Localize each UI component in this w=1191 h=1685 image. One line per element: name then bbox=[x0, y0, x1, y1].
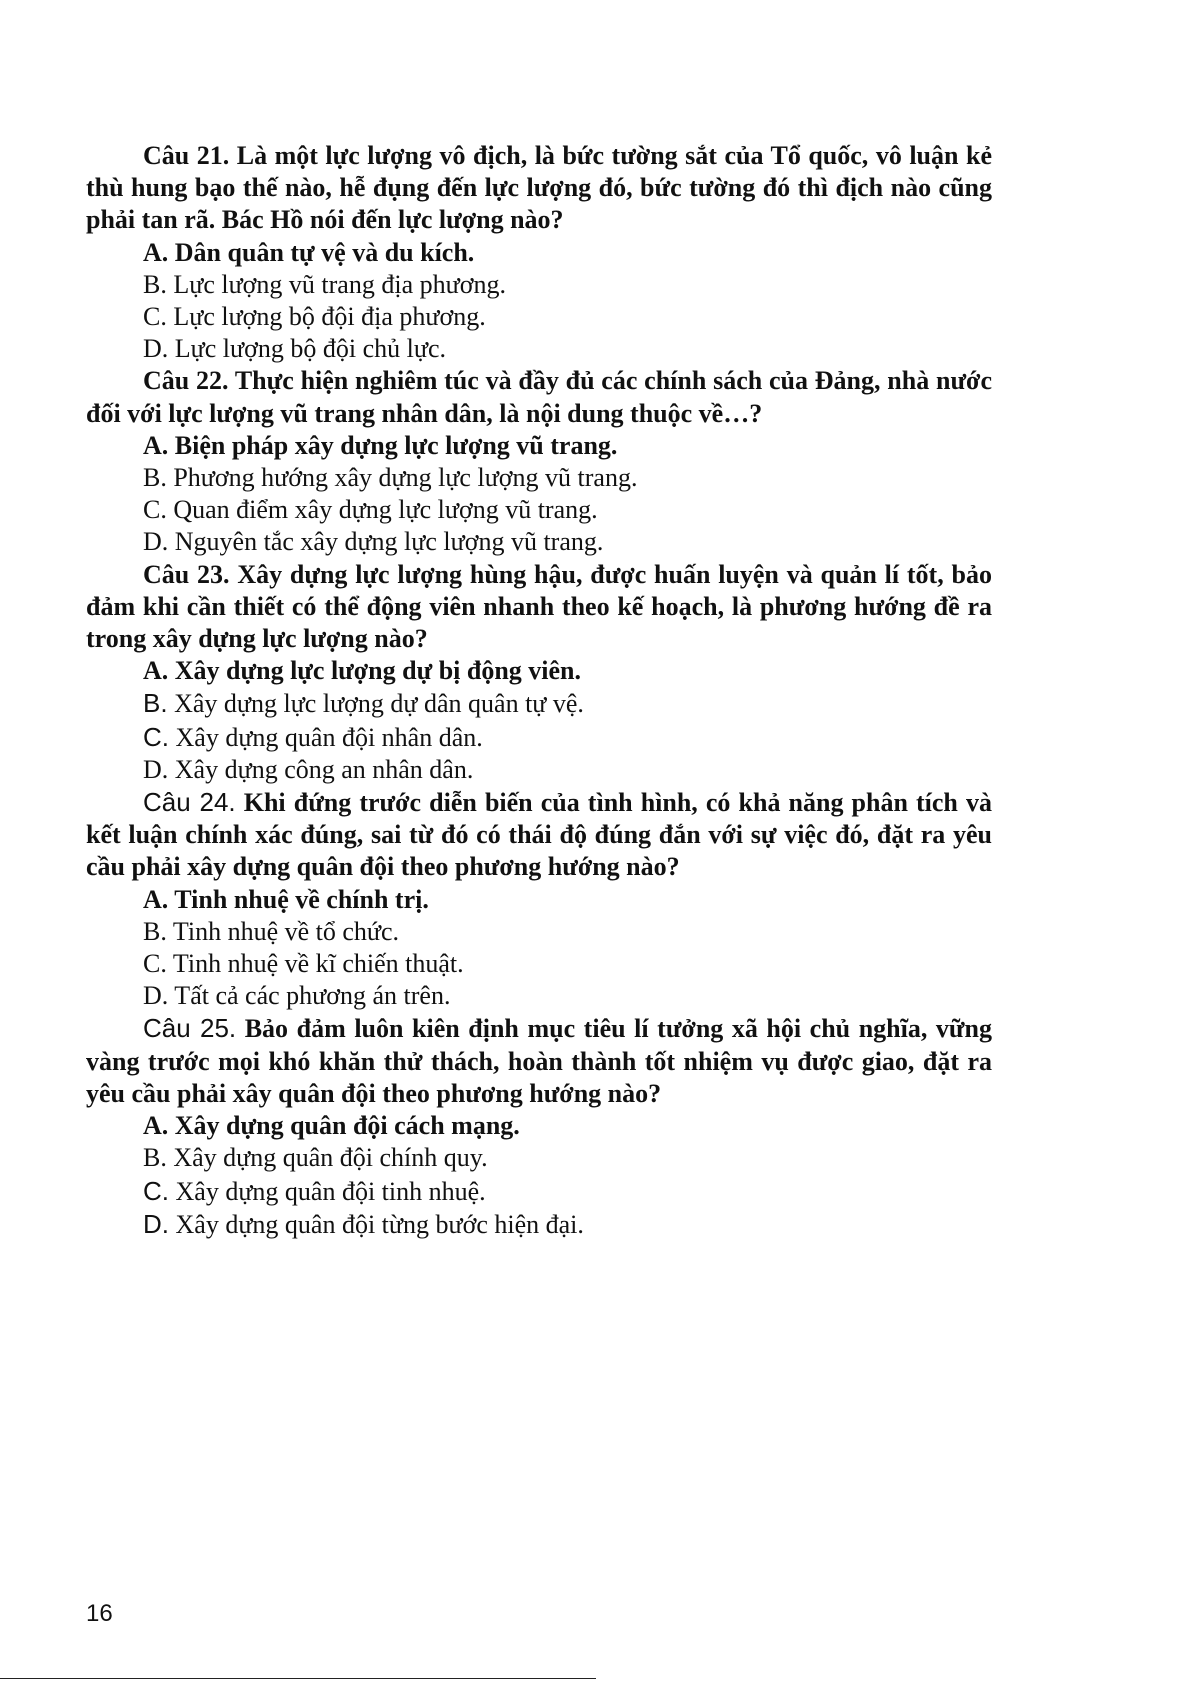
option-b bbox=[86, 916, 992, 948]
option-letter: B. bbox=[143, 269, 167, 299]
option-text: Xây dựng lực lượng dự dân quân tự vệ. bbox=[167, 689, 584, 719]
page-number: 16 bbox=[86, 1600, 113, 1627]
option-letter: B. bbox=[143, 1143, 167, 1173]
option-text: Quan điểm xây dựng lực lượng vũ trang. bbox=[166, 495, 598, 525]
question-21 bbox=[86, 140, 992, 237]
option-b bbox=[86, 687, 992, 720]
option-b bbox=[86, 269, 992, 301]
option-text: Dân quân tự vệ và du kích. bbox=[168, 237, 475, 267]
question-text: Xây dựng lực lượng hùng hậu, được huấn luyện và quản lí tốt, bảo đảm khi cần thiết có thể động viên nhanh theo kế hoạch, là phương hướng đề ra trong xây dựng lực lượng nào? bbox=[86, 559, 992, 654]
option-letter: C. bbox=[143, 721, 169, 752]
option-a bbox=[86, 655, 992, 687]
question-list bbox=[86, 140, 992, 1241]
option-letter: C. bbox=[143, 1175, 169, 1206]
option-letter: A. bbox=[143, 237, 169, 267]
option-text: Lực lượng vũ trang địa phương. bbox=[166, 269, 506, 299]
option-d bbox=[86, 333, 992, 365]
option-d bbox=[86, 980, 992, 1012]
question-number: Câu 25. bbox=[143, 1013, 237, 1044]
question-22 bbox=[86, 365, 992, 429]
option-letter: B. bbox=[143, 463, 167, 493]
option-a bbox=[86, 430, 992, 462]
option-text: Tất cả các phương án trên. bbox=[168, 981, 451, 1011]
option-text: Xây dựng quân đội cách mạng. bbox=[168, 1111, 520, 1141]
footer-divider bbox=[0, 1678, 596, 1679]
question-text: Thực hiện nghiêm túc và đầy đủ các chính sách của Đảng, nhà nước đối với lực lượng vũ trang nhân dân, là nội dung thuộc về…? bbox=[86, 366, 992, 428]
question-number: Câu 23. bbox=[143, 559, 230, 589]
option-c bbox=[86, 1175, 992, 1208]
option-text: Tinh nhuệ về tổ chức. bbox=[166, 916, 400, 946]
option-text: Biện pháp xây dựng lực lượng vũ trang. bbox=[168, 430, 618, 460]
option-text: Lực lượng bộ đội địa phương. bbox=[166, 302, 486, 332]
option-letter: C. bbox=[143, 949, 167, 979]
option-letter: A. bbox=[143, 430, 169, 460]
option-text: Xây dựng quân đội nhân dân. bbox=[169, 722, 483, 752]
question-text: Khi đứng trước diễn biến của tình hình, có khả năng phân tích và kết luận chính xác đúng, sai từ đó có thái độ đúng đắn với sự việc đó, đặt ra yêu cầu phải xây dựng quân đội theo phương hướng nào? bbox=[86, 788, 992, 882]
question-number: Câu 24. bbox=[143, 787, 236, 818]
question-text: Là một lực lượng vô địch, là bức tường sắt của Tổ quốc, vô luận kẻ thù hung bạo thế nào, hễ đụng đến lực lượng đó, bức tường đó thì địch nào cũng phải tan rã. Bác Hồ nói đến lực lượng nào? bbox=[86, 141, 992, 235]
option-text: Phương hướng xây dựng lực lượng vũ trang. bbox=[166, 463, 638, 493]
option-letter: B. bbox=[143, 916, 167, 946]
question-text: Bảo đảm luôn kiên định mục tiêu lí tưởng xã hội chủ nghĩa, vững vàng trước mọi khó khăn thử thách, hoàn thành tốt nhiệm vụ được giao, đặt ra yêu cầu phải xây quân đội theo phương hướng nào? bbox=[86, 1014, 992, 1108]
option-b bbox=[86, 462, 992, 494]
option-letter: C. bbox=[143, 495, 167, 525]
option-letter: D. bbox=[143, 527, 169, 557]
option-text: Xây dựng quân đội tinh nhuệ. bbox=[169, 1176, 486, 1206]
option-text: Tinh nhuệ về kĩ chiến thuật. bbox=[166, 949, 464, 979]
option-d bbox=[86, 526, 992, 558]
question-25 bbox=[86, 1012, 992, 1110]
option-text: Xây dựng quân đội chính quy. bbox=[166, 1143, 488, 1173]
option-text: Tinh nhuệ về chính trị. bbox=[168, 884, 429, 914]
option-a bbox=[86, 884, 992, 916]
option-letter: B. bbox=[143, 688, 168, 719]
option-text: Xây dựng lực lượng dự bị động viên. bbox=[168, 656, 582, 686]
question-number: Câu 22. bbox=[143, 366, 229, 396]
option-d bbox=[86, 1208, 992, 1241]
option-c bbox=[86, 721, 992, 754]
option-b bbox=[86, 1142, 992, 1174]
option-letter: A. bbox=[143, 1111, 169, 1141]
option-c bbox=[86, 301, 992, 333]
option-c bbox=[86, 948, 992, 980]
option-letter: D. bbox=[143, 754, 169, 784]
question-number: Câu 21. bbox=[143, 141, 230, 170]
option-letter: D. bbox=[143, 1208, 169, 1239]
option-d bbox=[86, 754, 992, 786]
option-letter: A. bbox=[143, 884, 169, 914]
option-text: Xây dựng công an nhân dân. bbox=[168, 754, 474, 784]
option-text: Lực lượng bộ đội chủ lực. bbox=[168, 334, 446, 364]
option-text: Nguyên tắc xây dựng lực lượng vũ trang. bbox=[168, 527, 604, 557]
question-23 bbox=[86, 559, 992, 656]
option-a bbox=[86, 1110, 992, 1142]
option-letter: D. bbox=[143, 334, 169, 364]
option-letter: A. bbox=[143, 656, 169, 686]
option-a bbox=[86, 237, 992, 269]
option-letter: D. bbox=[143, 981, 169, 1011]
option-letter: C. bbox=[143, 302, 167, 332]
question-24 bbox=[86, 786, 992, 884]
option-text: Xây dựng quân đội từng bước hiện đại. bbox=[169, 1209, 584, 1239]
option-c bbox=[86, 494, 992, 526]
